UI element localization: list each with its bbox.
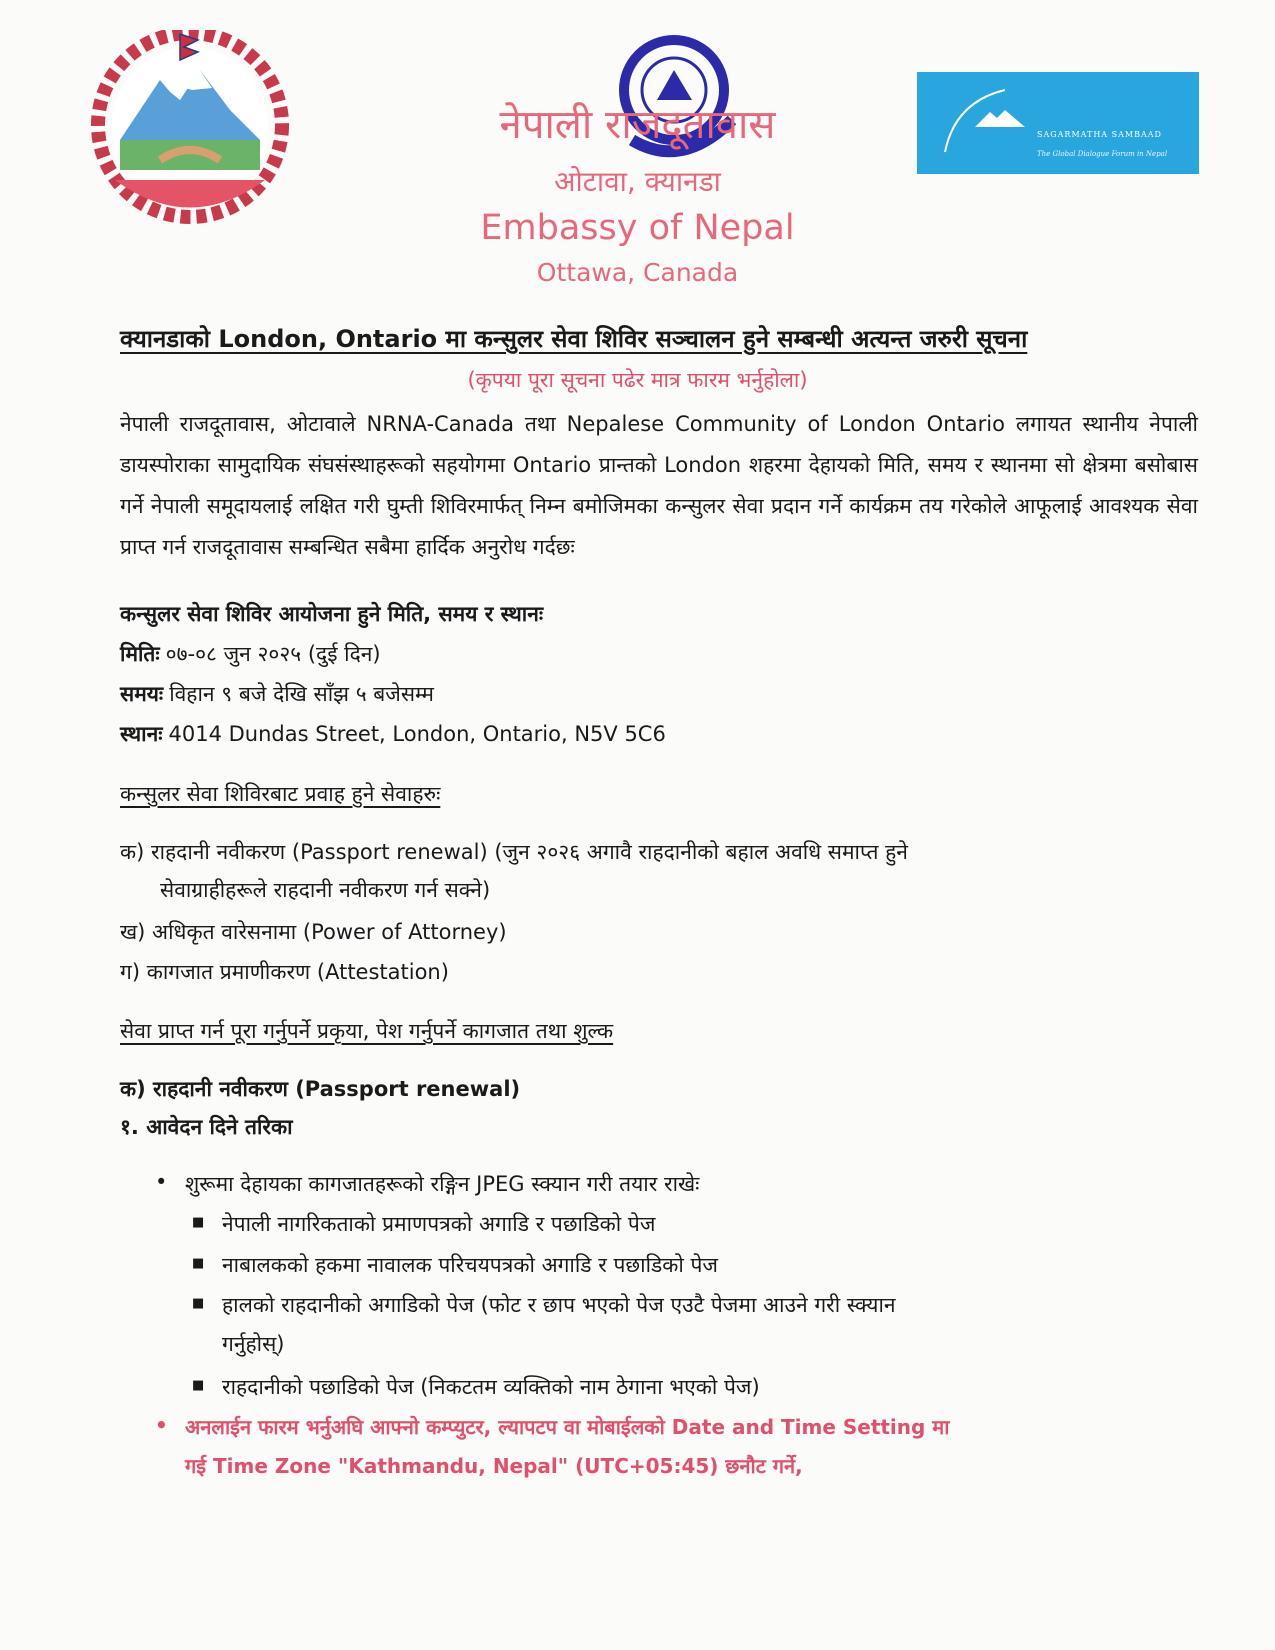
square-bullet-icon: ■: [192, 1296, 205, 1311]
process-heading: सेवा प्राप्त गर्न पूरा गर्नुपर्ने प्रकृया, पेश गर्नुपर्ने कागजात तथा शुल्क: [120, 1019, 614, 1043]
logo-name: SAGARMATHA SAMBAAD: [1037, 130, 1162, 139]
notice-title: क्यानडाको London, Ontario मा कन्सुलर सेवा शिविर सञ्चालन हुने सम्बन्धी अत्यन्त जरुरी सूचना: [120, 325, 1028, 353]
logo-tagline: The Global Dialogue Forum in Nepal: [1037, 150, 1168, 158]
embassy-city-nepali: ओटावा, क्यानडा: [554, 165, 721, 198]
square-bullet-icon: ■: [192, 1215, 205, 1230]
notice-intro: नेपाली राजदूतावास, ओटावाले NRNA-Canada तथा Nepalese Community of London Ontario लगायत स्थानीय नेपाली डायस्पोराका सामुदायिक संघसंस्थाहरूको सहयोगमा Ontario प्रान्तको London शहरमा देहायको मिति, समय र स्थानमा सो क्षेत्रमा बसोबास गर्ने नेपाली समूदायलाई लक्षित गरी घुम्ती शिविरमार्फत् निम्न बमोजिमका कन्सुलर सेवा प्रदान गर्ने कार्यक्रम तय गरेकोले आफूलाई आवश्यक सेवा प्राप्त गर्न राजदूतावास सम्बन्धित सबैमा हार्दिक अनुरोध गर्दछः: [120, 412, 1198, 559]
service-item-passport-cont: सेवाग्राहीहरूले राहदानी नवीकरण गर्न सक्ने): [160, 878, 491, 902]
timezone-bullet: [155, 1413, 950, 1440]
sub-bullet-text: हालको राहदानीको अगाडिको पेज (फोट र छाप भएको पेज एउटै पेजमा आउने गरी स्क्यान: [222, 1293, 896, 1317]
embassy-city-english: Ottawa, Canada: [536, 258, 739, 287]
notice-subtitle: (कृपया पूरा सूचना पढेर मात्र फारम भर्नुहोला): [467, 368, 808, 392]
service-item-attestation: ग) कागजात प्रमाणीकरण (Attestation): [120, 960, 449, 984]
sub-bullet-text: राहदानीको पछाडिको पेज (निकटतम व्यक्तिको नाम ठेगाना भएको पेज): [222, 1375, 760, 1399]
camp-date: [120, 640, 381, 668]
date-label: मितिः: [120, 642, 160, 666]
camp-time: [120, 680, 434, 708]
date-value: ०७-०८ जुन २०२५ (दुई दिन): [165, 642, 381, 666]
service-item-attorney: ख) अधिकृत वारेसनामा (Power of Attorney): [120, 920, 507, 944]
camp-heading: कन्सुलर सेवा शिविर आयोजना हुने मिति, समय र स्थानः: [120, 602, 544, 626]
bullet-dot-icon: •: [155, 1170, 168, 1194]
timezone-text-line2: गई Time Zone "Kathmandu, Nepal" (UTC+05:45) छनौट गर्ने,: [185, 1454, 803, 1478]
sub-bullet-text: नाबालकको हकमा नावालक परिचयपत्रको अगाडि र पछाडिको पेज: [222, 1253, 718, 1277]
sub-bullet-text: नेपाली नागरिकताको प्रमाणपत्रको अगाडि र पछाडिको पेज: [222, 1212, 656, 1236]
place-value: 4014 Dundas Street, London, Ontario, N5V 5C6: [168, 722, 666, 746]
sub-bullet: [192, 1251, 718, 1279]
embassy-name-nepali: नेपाली राजदूतावास: [499, 102, 776, 148]
bullet-dot-icon: •: [155, 1413, 168, 1437]
timezone-text-line1: अनलाईन फारम भर्नुअघि आफ्नो कम्प्युटर, ल्यापटप वा मोबाईलको Date and Time Setting मा: [185, 1415, 950, 1439]
sub-bullet-cont: गर्नुहोस्): [222, 1332, 285, 1356]
process-step-1: १. आवेदन दिने तरिका: [120, 1115, 293, 1139]
bullet-main: [155, 1170, 700, 1198]
services-heading: कन्सुलर सेवा शिविरबाट प्रवाह हुने सेवाहरुः: [120, 782, 441, 806]
service-item-passport: क) राहदानी नवीकरण (Passport renewal) (जुन २०२६ अगावै राहदानीको बहाल अवधि समाप्त हुने: [120, 840, 908, 864]
sub-bullet: [192, 1373, 760, 1401]
process-sub-a: क) राहदानी नवीकरण (Passport renewal): [120, 1077, 521, 1101]
camp-place: [120, 720, 666, 748]
place-label: स्थानः: [120, 722, 163, 746]
sub-bullet: [192, 1210, 656, 1238]
sub-bullet: [192, 1291, 896, 1319]
time-label: समयः: [120, 682, 164, 706]
time-value: विहान ९ बजे देखि साँझ ५ बजेसम्म: [169, 682, 434, 706]
square-bullet-icon: ■: [192, 1256, 205, 1271]
bullet-main-text: शुरूमा देहायका कागजातहरूको रङ्गिन JPEG स्क्यान गरी तयार राखेः: [185, 1172, 700, 1196]
square-bullet-icon: ■: [192, 1378, 205, 1393]
embassy-name-english: Embassy of Nepal: [480, 208, 795, 248]
